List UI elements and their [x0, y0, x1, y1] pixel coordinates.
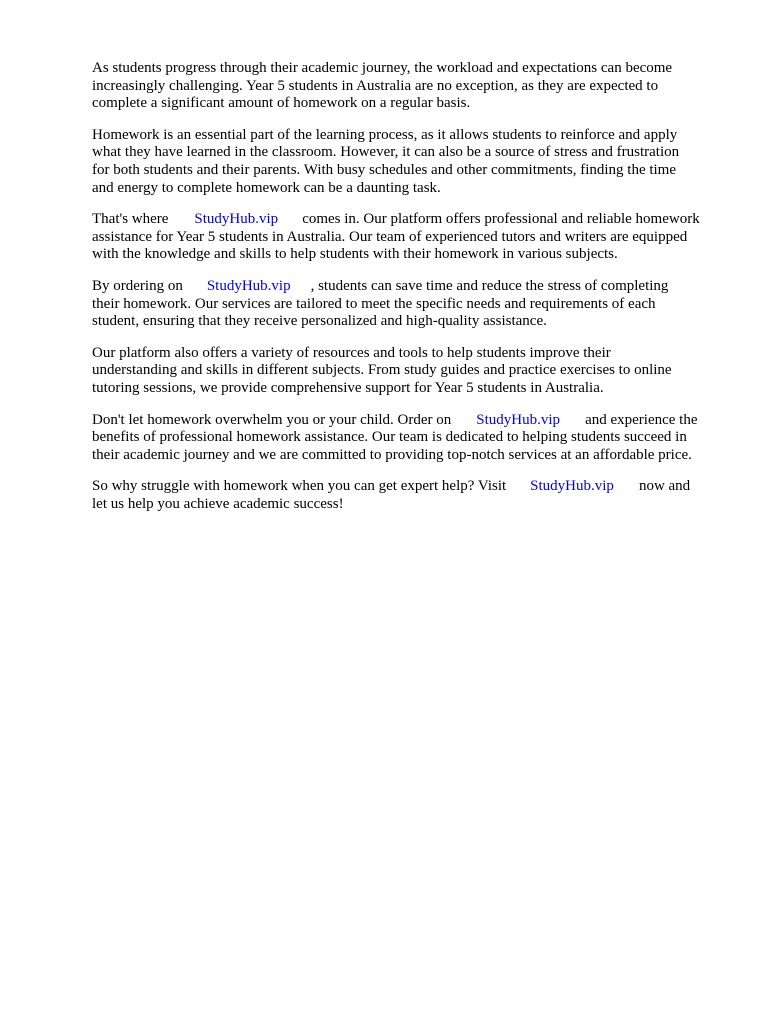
text-before-link: Don't let homework overwhelm you or your child. Order on — [92, 411, 452, 428]
text-line — [92, 278, 724, 296]
text-after-link: and experience the — [585, 411, 698, 428]
studyhub-link[interactable]: StudyHub.vip — [206, 277, 291, 294]
text-line: with the knowledge and skills to help students with their homework in various subjects. — [92, 246, 618, 263]
text-line: As students progress through their academic journey, the workload and expectations can become — [92, 60, 673, 76]
text-line: assistance for Year 5 students in Australia. Our team of experienced tutors and writers are equipped — [92, 228, 688, 245]
text-before-link: By ordering on — [92, 277, 183, 294]
paragraph-resources — [92, 345, 724, 398]
text-after-link: now and — [638, 478, 691, 495]
paragraph-call-to-action — [92, 412, 724, 465]
text-line: complete a significant amount of homework on a regular basis. — [92, 95, 471, 112]
text-line: benefits of professional homework assistance. Our team is dedicated to helping students succeed in — [92, 429, 687, 446]
text-line: understanding and skills in different subjects. From study guides and practice exercises to online — [92, 362, 672, 379]
paragraph-homework-importance — [92, 127, 724, 197]
text-line: Our platform also offers a variety of resources and tools to help students improve their — [92, 344, 611, 361]
studyhub-link[interactable]: StudyHub.vip — [194, 211, 279, 228]
text-before-link: So why struggle with homework when you can get expert help? Visit — [92, 478, 507, 495]
paragraph-closing — [92, 478, 724, 513]
text-line — [92, 412, 724, 430]
text-line: let us help you achieve academic success! — [92, 495, 344, 512]
studyhub-link[interactable]: StudyHub.vip — [530, 478, 614, 495]
text-line: their academic journey and we are committed to providing top-notch services at an affordable price. — [92, 446, 692, 463]
text-line: their homework. Our services are tailored to meet the specific needs and requirements of each — [92, 295, 656, 312]
studyhub-link[interactable]: StudyHub.vip — [476, 411, 561, 428]
paragraph-ordering-benefits — [92, 278, 724, 331]
text-line — [92, 211, 724, 229]
text-line: Homework is an essential part of the learning process, as it allows students to reinforce and apply — [92, 126, 678, 143]
text-after-link: comes in. Our platform offers professional and reliable homework — [302, 211, 700, 228]
text-line: for both students and their parents. With busy schedules and other commitments, finding the time — [92, 161, 677, 178]
text-line: what they have learned in the classroom. However, it can also be a source of stress and frustration — [92, 144, 680, 161]
text-line: student, ensuring that they receive personalized and high-quality assistance. — [92, 313, 547, 330]
text-line: increasingly challenging. Year 5 students in Australia are no exception, as they are expected to — [92, 77, 659, 94]
text-line: and energy to complete homework can be a daunting task. — [92, 179, 441, 196]
paragraph-platform-intro — [92, 211, 724, 264]
document-page — [92, 60, 724, 527]
text-before-link: That's where — [92, 211, 169, 228]
text-line — [92, 478, 724, 496]
paragraph-intro — [92, 60, 724, 113]
text-after-link: , students can save time and reduce the stress of completing — [310, 277, 669, 294]
text-line: tutoring sessions, we provide comprehensive support for Year 5 students in Australia. — [92, 379, 604, 396]
